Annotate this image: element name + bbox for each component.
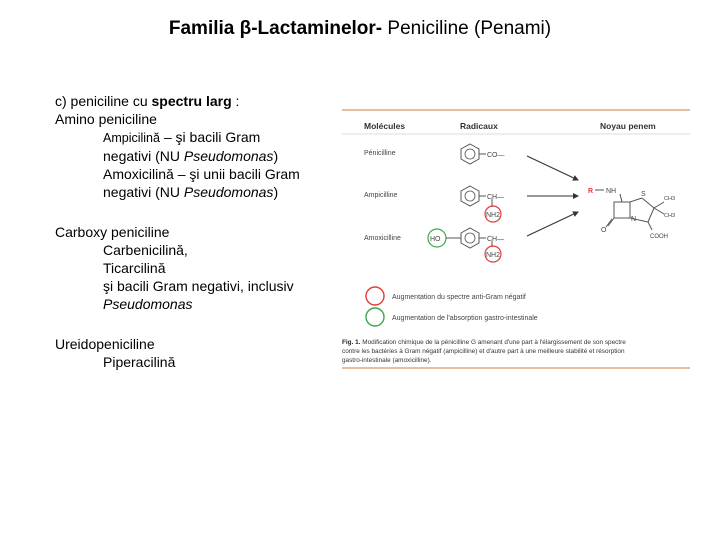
core-label-nh: NH bbox=[606, 188, 617, 195]
header-molecules: Molécules bbox=[364, 121, 406, 131]
carbenicilina: Carbenicilină, bbox=[103, 242, 188, 258]
legend-red-text: Augmentation du spectre anti-Gram négatif bbox=[392, 294, 526, 301]
ticarcilina: Ticarcilină bbox=[103, 260, 166, 276]
penem-core-structure bbox=[595, 190, 664, 230]
legend-green-text: Augmentation de l'absorption gastro-intestinale bbox=[392, 315, 538, 322]
section-c-suffix: : bbox=[231, 93, 240, 109]
figure-caption-line2: contre les bactéries à Gram négatif (ampicilline) et d'autre part à une meilleure stabilité et résorption bbox=[342, 348, 625, 355]
core-label-ch3-2: CH3 bbox=[664, 213, 676, 219]
amoxicilina-line2 bbox=[55, 183, 345, 201]
figure-svg bbox=[342, 108, 690, 370]
arrow-amoxicilline bbox=[527, 212, 578, 236]
ampicilina-pseudomonas: Pseudomonas bbox=[183, 148, 274, 164]
amoxicilina-line2-pre: negativi (NU bbox=[103, 184, 184, 200]
radical-nh2-1: NH2 bbox=[486, 212, 501, 219]
title-bold: Familia β-Lactaminelor- bbox=[168, 18, 383, 39]
header-radicaux: Radicaux bbox=[460, 121, 498, 131]
amoxicilina-close: ) bbox=[273, 184, 279, 200]
penicillin-figure bbox=[342, 108, 690, 370]
page-title bbox=[0, 16, 720, 42]
ampicilina-line1 bbox=[55, 128, 345, 147]
caption-text-1: Modification chimique de la pénicilline G amenant d'une part à l'élargissement de son spectre bbox=[360, 339, 626, 346]
carboxy-pseudomonas-italic: Pseudomonas bbox=[103, 296, 193, 312]
amoxicilina-line1: Amoxicilină – şi unii bacili Gram bbox=[103, 166, 300, 182]
radical-ch-1: CH— bbox=[487, 194, 505, 201]
amino-title: Amino peniciline bbox=[55, 111, 157, 127]
piperacilina: Piperacilină bbox=[103, 354, 176, 370]
radical-nh2-2: NH2 bbox=[486, 252, 501, 259]
carboxy-desc: şi bacili Gram negativi, inclusiv bbox=[103, 278, 294, 294]
ampicilina-line2-pre: negativi (NU bbox=[103, 148, 184, 164]
benzene-ring-3 bbox=[446, 228, 492, 248]
figure-caption-line1 bbox=[342, 339, 626, 346]
carboxy-pseudomonas bbox=[55, 295, 345, 313]
molecule-penicilline: Pénicilline bbox=[364, 150, 396, 157]
ampicilina-rest: – şi bacili Gram bbox=[159, 129, 261, 145]
text-content bbox=[55, 92, 345, 371]
section-c-prefix: c) peniciline cu bbox=[55, 93, 152, 109]
core-label-s: S bbox=[641, 191, 646, 198]
caption-bold: Fig. 1. bbox=[342, 339, 361, 346]
header-noyau: Noyau penem bbox=[600, 121, 656, 131]
legend-green-circle bbox=[366, 308, 384, 326]
section-c-bold: spectru larg bbox=[151, 93, 232, 109]
core-label-n: N bbox=[631, 216, 637, 223]
benzene-ring-1 bbox=[461, 144, 486, 164]
radical-co: CO— bbox=[487, 152, 505, 159]
core-label-ch3-1: CH3 bbox=[664, 196, 676, 202]
ampicilina-close: ) bbox=[273, 148, 279, 164]
core-label-o: O bbox=[601, 227, 607, 234]
amoxicilina-pseudomonas: Pseudomonas bbox=[183, 184, 274, 200]
figure-caption-line3: gastro-intestinale (amoxicilline). bbox=[342, 357, 432, 364]
carboxy-title: Carboxy peniciline bbox=[55, 224, 170, 240]
ureido-title: Ureidopeniciline bbox=[55, 336, 155, 352]
core-label-r: R bbox=[588, 188, 594, 195]
core-label-cooh: COOH bbox=[650, 234, 668, 240]
radical-ch-2: CH— bbox=[487, 236, 505, 243]
legend-red-circle bbox=[366, 287, 384, 305]
ampicilina-line2 bbox=[55, 147, 345, 165]
ampicilina-name: Ampicilină bbox=[103, 131, 160, 145]
molecule-amoxicilline: Amoxicilline bbox=[364, 235, 401, 242]
section-c-heading bbox=[55, 92, 345, 110]
molecule-ampicilline: Ampicilline bbox=[364, 192, 398, 199]
title-normal: Peniciline (Penami) bbox=[382, 18, 552, 39]
arrow-penicilline bbox=[527, 156, 578, 180]
radical-ho: HO bbox=[430, 236, 441, 243]
